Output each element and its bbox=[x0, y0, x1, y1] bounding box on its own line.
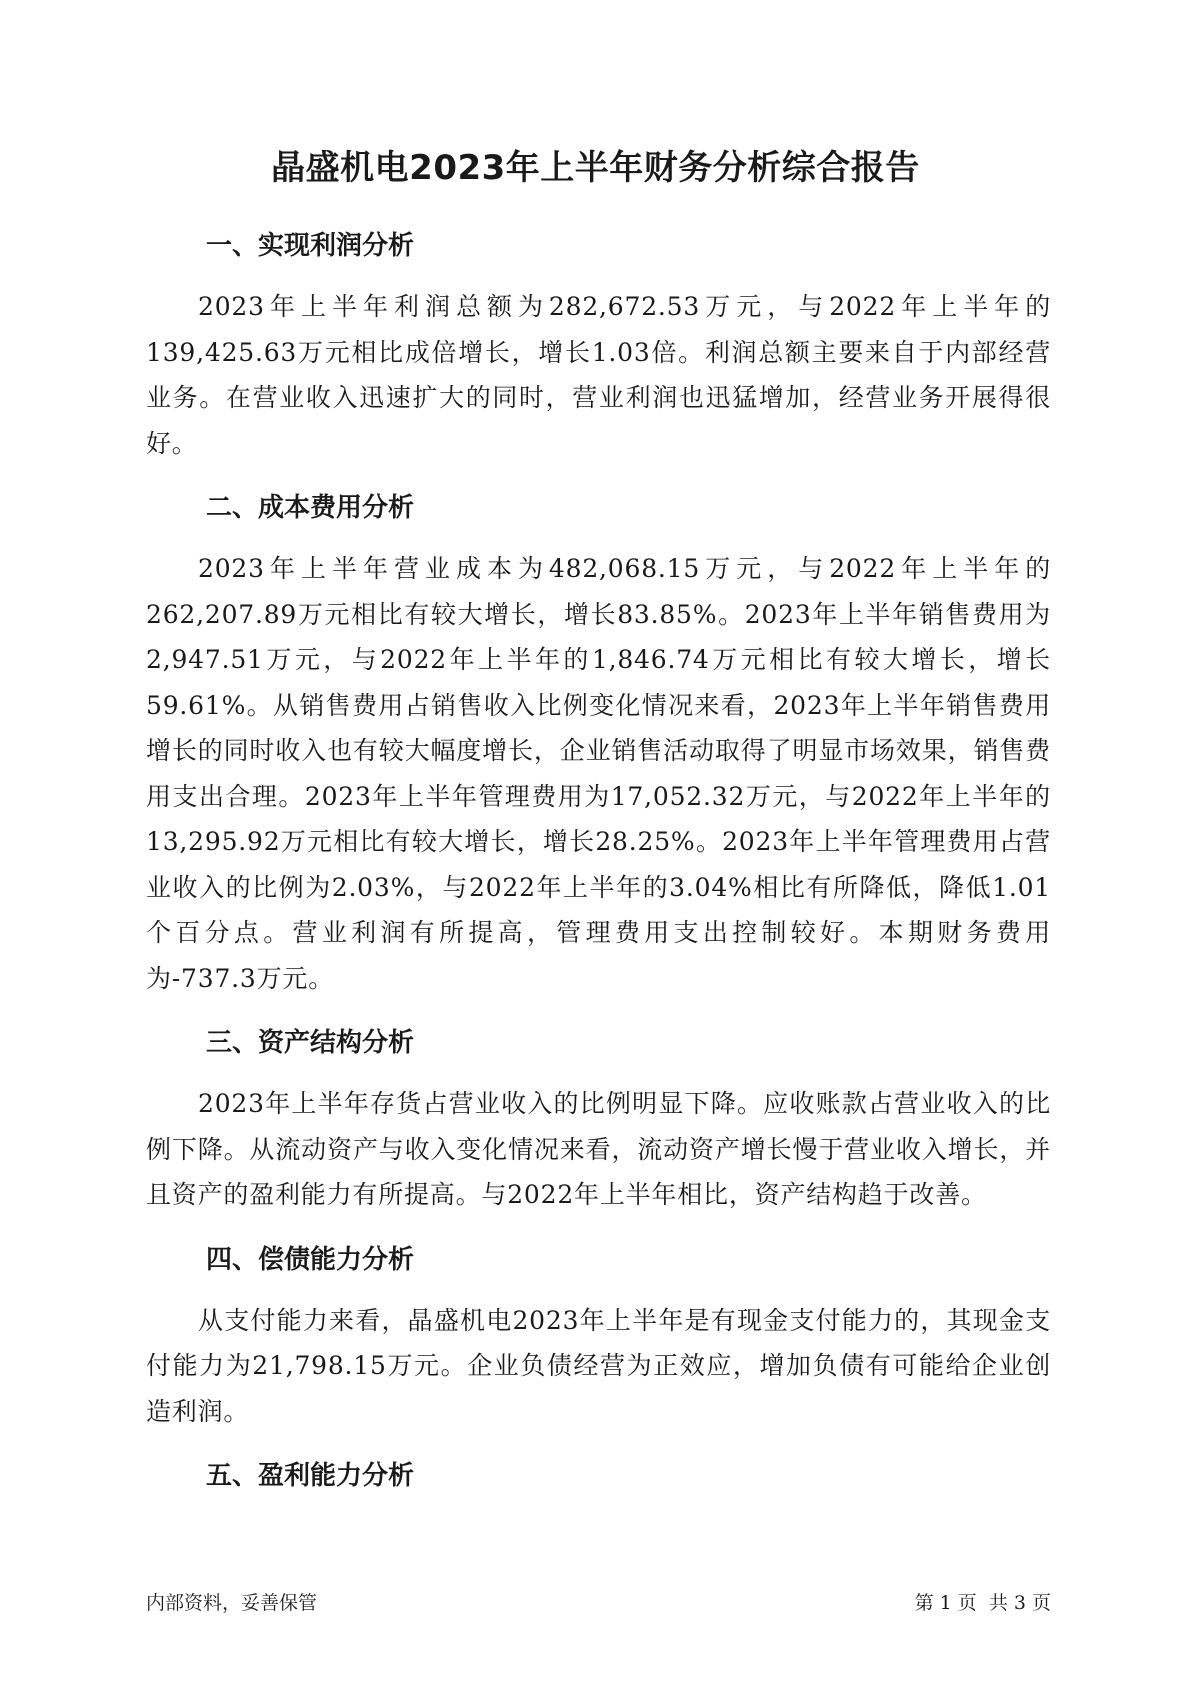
page-number bbox=[909, 1588, 1051, 1615]
section-profit bbox=[146, 228, 1051, 466]
document-title: 晶盛机电2023年上半年财务分析综合报告 bbox=[271, 148, 920, 188]
section-paragraph: 从支付能力来看，晶盛机电2023年上半年是有现金支付能力的，其现金支付能力为21,798.15万元。企业负债经营为正效应，增加负债有可能给企业创造利润。 bbox=[146, 1305, 1051, 1426]
section-paragraph: 2023年上半年存货占营业收入的比例明显下降。应收账款占营业收入的比例下降。从流动资产与收入变化情况来看，流动资产增长慢于营业收入增长，并且资产的盈利能力有所提高。与2022年上半年相比，资产结构趋于改善。 bbox=[146, 1089, 1051, 1209]
section-heading: 二、成本费用分析 bbox=[206, 493, 415, 523]
page-footer bbox=[146, 1588, 1051, 1615]
page-current: 第 1 页 bbox=[914, 1592, 977, 1614]
section-heading: 四、偿债能力分析 bbox=[206, 1244, 415, 1275]
section-cost bbox=[146, 490, 1051, 1001]
section-heading: 五、盈利能力分析 bbox=[206, 1461, 415, 1491]
page-total: 共 3 页 bbox=[988, 1592, 1051, 1614]
section-assets bbox=[146, 1025, 1051, 1218]
section-profitability bbox=[146, 1458, 1051, 1494]
footer-confidential-note: 内部资料，妥善保管 bbox=[146, 1592, 318, 1614]
section-heading: 一、实现利润分析 bbox=[206, 231, 415, 261]
section-paragraph: 2023年上半年利润总额为282,672.53万元，与2022年上半年的139,425.63万元相比成倍增长，增长1.03倍。利润总额主要来自于内部经营业务。在营业收入迅速扩大的同时，营业利润也迅猛增加，经营业务开展得很好。 bbox=[146, 292, 1051, 458]
section-solvency bbox=[146, 1242, 1051, 1435]
section-heading: 三、资产结构分析 bbox=[206, 1028, 415, 1058]
document-body bbox=[146, 228, 1051, 1514]
section-paragraph: 2023年上半年营业成本为482,068.15万元，与2022年上半年的262,207.89万元相比有较大增长，增长83.85%。2023年上半年销售费用为2,947.51万元，与2022年上半年的1,846.74万元相比有较大增长，增长59.61%。从销售费用占销售收入比例变化情况来看，2023年上半年销售费用增长的同时收入也有较大幅度增长，企业销售活动取得了明显市场效果，销售费用支出合理。2023年上半年管理费用为17,052.32万元，与2022年上半年的13,295.92万元相比有较大增长，增长28.25%。2023年上半年管理费用占营业收入的比例为2.03%，与2022年上半年的3.04%相比有所降低，降低1.01个百分点。营业利润有所提高，管理费用支出控制较好。本期财务费用为-737.3万元。 bbox=[146, 554, 1051, 993]
